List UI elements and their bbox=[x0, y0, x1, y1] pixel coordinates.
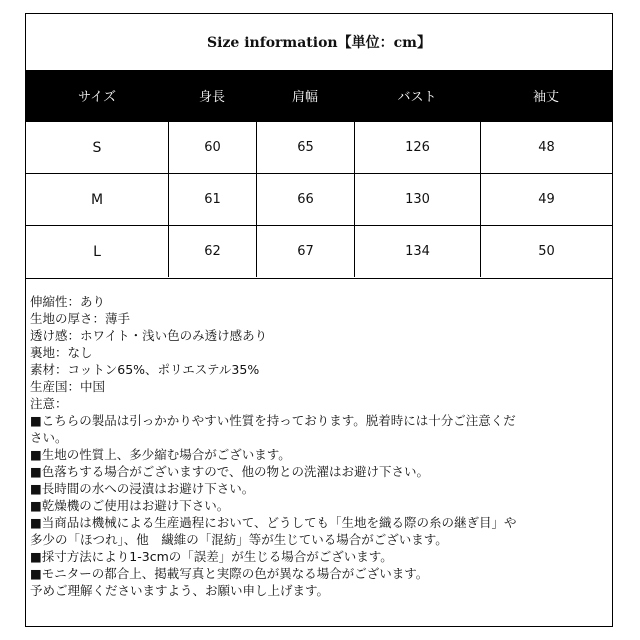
info-line: 裏地：なし bbox=[30, 345, 93, 360]
info-line: ■採寸方法により1-3cmの「誤差」が生じる場合がございます。 bbox=[30, 549, 393, 564]
info-line: ■こちらの製品は引っかかりやすい性質を持っております。脱着時には十分ご注意くだ bbox=[30, 413, 516, 428]
cell-sleeve: 48 bbox=[480, 122, 612, 173]
cell-length: 62 bbox=[168, 226, 256, 277]
cell-bust: 134 bbox=[354, 226, 480, 277]
info-line: さい。 bbox=[30, 430, 68, 445]
cell-size: L bbox=[93, 243, 101, 260]
cell-bust: 130 bbox=[354, 174, 480, 225]
header-bust: バスト bbox=[397, 90, 437, 105]
info-line: 予めご理解くださいますよう、お願い申し上げます。 bbox=[30, 583, 330, 598]
info-line: 生地の厚さ：薄手 bbox=[30, 311, 131, 326]
header-shoulder: 肩幅 bbox=[291, 90, 318, 105]
cell-sleeve: 50 bbox=[480, 226, 612, 277]
header-sleeve: 袖丈 bbox=[532, 90, 559, 105]
cell-sleeve: 49 bbox=[480, 174, 612, 225]
size-info-frame bbox=[25, 13, 613, 627]
info-line: ■当商品は機械による生産過程において、どうしても「生地を織る際の糸の継ぎ目」や bbox=[30, 515, 517, 530]
table-row bbox=[26, 173, 612, 225]
info-line: 注意： bbox=[30, 396, 68, 411]
cell-size: M bbox=[90, 191, 104, 208]
product-info bbox=[26, 278, 612, 626]
cell-bust: 126 bbox=[354, 122, 480, 173]
info-line: ■モニターの都合上、掲載写真と実際の色が異なる場合がございます。 bbox=[30, 566, 429, 581]
cell-length: 61 bbox=[168, 174, 256, 225]
cell-shoulder: 66 bbox=[256, 174, 354, 225]
cell-size: S bbox=[92, 139, 102, 156]
header-size: サイズ bbox=[78, 90, 116, 105]
table-row bbox=[26, 121, 612, 173]
cell-length: 60 bbox=[168, 122, 256, 173]
info-line: 多少の「ほつれ」、他 繊維の「混紡」等が生じている場合がございます。 bbox=[30, 532, 448, 547]
info-line: ■生地の性質上、多少縮む場合がございます。 bbox=[30, 447, 291, 462]
cell-shoulder: 65 bbox=[256, 122, 354, 173]
info-line: 伸縮性：あり bbox=[30, 294, 106, 309]
size-title: Size information【単位：cm】 bbox=[207, 35, 431, 51]
info-line: ■色落ちする場合がございますので、他の物との洗濯はお避け下さい。 bbox=[30, 464, 430, 479]
table-header-row bbox=[26, 70, 612, 121]
cell-shoulder: 67 bbox=[256, 226, 354, 277]
table-row bbox=[26, 225, 612, 277]
info-line: ■長時間の水への浸漬はお避け下さい。 bbox=[30, 481, 255, 496]
info-line: 透け感：ホワイト・浅い色のみ透け感あり bbox=[30, 328, 268, 343]
header-length: 身長 bbox=[198, 90, 225, 105]
info-line: ■乾燥機のご使用はお避け下さい。 bbox=[30, 498, 230, 513]
info-line: 素材：コットン65%、ポリエステル35% bbox=[30, 362, 260, 377]
info-line: 生産国：中国 bbox=[30, 379, 106, 394]
